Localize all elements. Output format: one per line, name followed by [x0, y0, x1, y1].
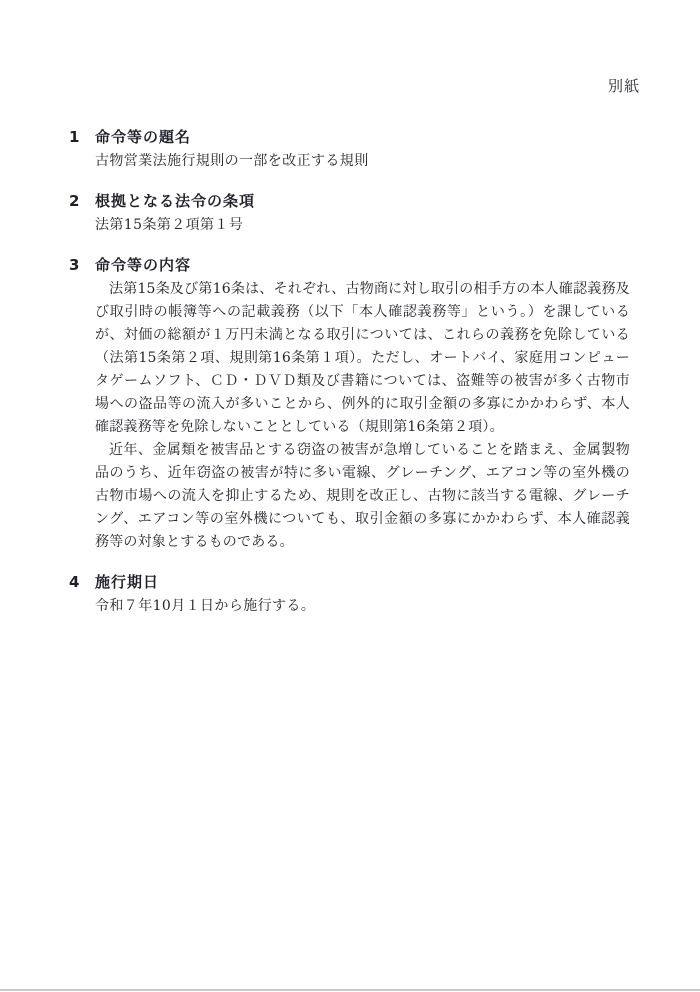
- section-body: [95, 595, 630, 618]
- section-paragraph: 法第15条第２項第１号: [95, 217, 244, 233]
- document-content: [0, 127, 700, 618]
- section-legal-basis: [69, 191, 630, 237]
- section-number: 4: [69, 573, 80, 591]
- section-number: 3: [69, 256, 80, 274]
- section-title: 命令等の内容: [95, 256, 192, 274]
- section-header: [69, 127, 630, 148]
- section-effective-date: [69, 572, 630, 618]
- section-number: 1: [69, 128, 80, 146]
- section-header: [69, 572, 630, 593]
- section-title: 命令等の題名: [95, 128, 192, 146]
- section-title-of-order: [69, 127, 630, 173]
- section-paragraph: 古物営業法施行規則の一部を改正する規則: [95, 153, 369, 169]
- section-body: [95, 278, 630, 554]
- corner-label: 別紙: [607, 77, 640, 95]
- page-bottom-border: [0, 989, 700, 991]
- section-content-of-order: [69, 255, 630, 554]
- section-header: [69, 191, 630, 212]
- section-title: 施行期日: [95, 573, 160, 591]
- section-body: [95, 214, 630, 237]
- section-paragraph: 法第15条及び第16条は、それぞれ、古物商に対し取引の相手方の本人確認義務及び取引時の帳簿等への記載義務（以下「本人確認義務等」という。）を課しているが、対価の総額が１万円未満となる取引については、これらの義務を免除している（法第15条第２項、規則第16条第１項）。ただし、オートバイ、家庭用コンピュータゲームソフト、ＣＤ・ＤＶＤ類及び書籍については、盗難等の被害が多く古物市場への盗品等の流入が多いことから、例外的に取引金額の多寡にかかわらず、本人確認義務等を免除しないこととしている（規則第16条第２項）。: [95, 281, 630, 435]
- section-number: 2: [69, 192, 80, 210]
- section-header: [69, 255, 630, 276]
- section-paragraph: 令和７年10月１日から施行する。: [95, 598, 316, 614]
- section-title: 根拠となる法令の条項: [95, 192, 256, 210]
- section-paragraph: 近年、金属類を被害品とする窃盗の被害が急増していることを踏まえ、金属製物品のうち、近年窃盗の被害が特に多い電線、グレーチング、エアコン等の室外機の古物市場への流入を抑止するため、規則を改正し、古物に該当する電線、グレーチング、エアコン等の室外機についても、取引金額の多寡にかかわらず、本人確認義務等の対象とするものである。: [95, 442, 630, 550]
- section-body: [95, 150, 630, 173]
